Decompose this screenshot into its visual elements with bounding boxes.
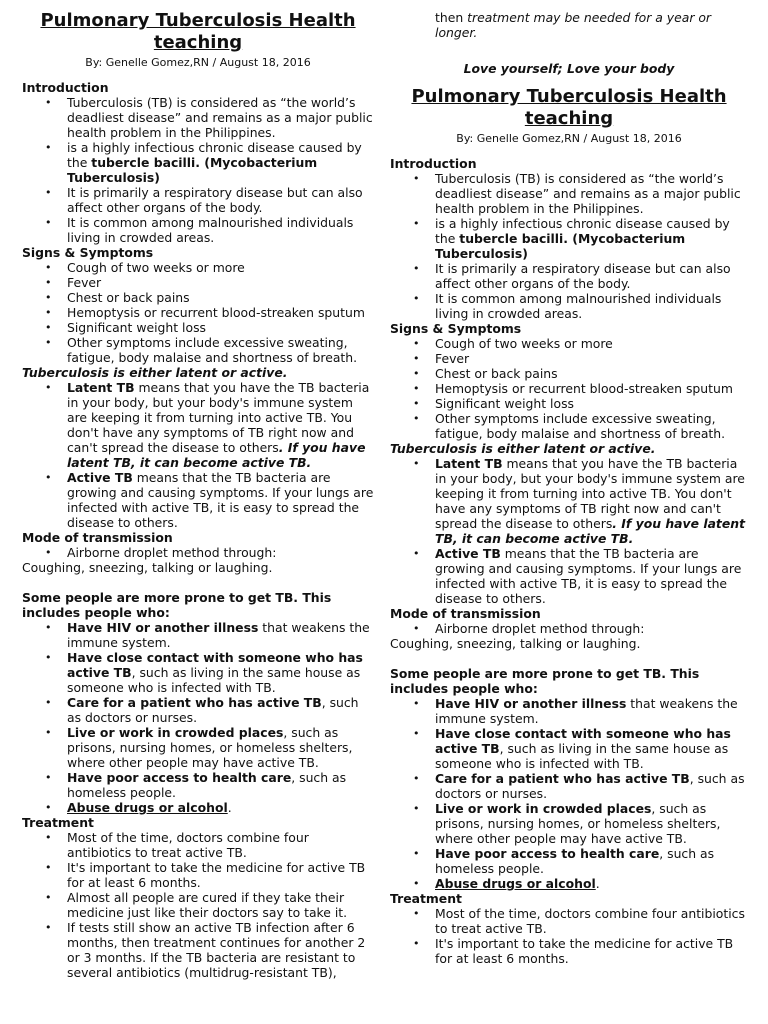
item-text: means that the TB bacteria are growing and causing symptoms. If your lungs are infected with active TB, it is easy to spread the disease to others. [67, 470, 374, 530]
list-item [22, 800, 374, 815]
list-item [390, 696, 748, 726]
item-emphasis: Abuse drugs or alcohol [67, 800, 228, 815]
list-item: • It is common among malnourished individuals living in crowded areas. [22, 215, 374, 245]
right-column [390, 10, 748, 966]
list-item [390, 216, 748, 261]
item-text: , such as homeless people. [435, 846, 715, 876]
list-item: • Airborne droplet method through: [390, 621, 748, 636]
list-item: • Other symptoms include excessive sweating, fatigue, body malaise and shortness of breath. [390, 411, 748, 441]
list-item: • It's important to take the medicine for active TB for at least 6 months. [390, 936, 748, 966]
item-text: that weakens the immune system. [435, 696, 738, 726]
treatment-heading: Treatment [390, 891, 462, 906]
list-item [22, 770, 374, 800]
list-item: • Significant weight loss [22, 320, 374, 335]
list-item [390, 801, 748, 846]
item-emphasis: Live or work in crowded places [435, 801, 652, 816]
tb-types-list [390, 456, 748, 606]
risk-heading: Some people are more prone to get TB. This includes people who: [22, 590, 332, 620]
item-emphasis: Have poor access to health care [67, 770, 292, 785]
left-column [22, 10, 374, 980]
introduction-heading: Introduction [22, 80, 109, 95]
transmission-list [22, 545, 374, 560]
risk-list [390, 696, 748, 891]
list-item [22, 380, 374, 470]
signs-heading: Signs & Symptoms [22, 245, 154, 260]
item-text: , such as doctors or nurses. [435, 771, 745, 801]
introduction-list [390, 171, 748, 321]
motto: Love yourself; Love your body [463, 61, 675, 76]
list-item [390, 546, 748, 606]
item-emphasis: Live or work in crowded places [67, 725, 284, 740]
list-item [390, 771, 748, 801]
item-text: . [227, 800, 232, 815]
item-text: , such as prisons, nursing homes, or homeless shelters, where other people may have active TB. [435, 801, 721, 846]
list-item: • Cough of two weeks or more [22, 260, 374, 275]
document-title: Pulmonary Tuberculosis Health teaching [411, 86, 727, 129]
item-emphasis: Active TB [435, 546, 501, 561]
document-title: Pulmonary Tuberculosis Health teaching [40, 10, 356, 53]
item-emphasis: Care for a patient who has active TB [435, 771, 690, 786]
item-text: , such as living in the same house as someone who is infected with TB. [67, 665, 361, 695]
item-text: that weakens the immune system. [67, 620, 370, 650]
item-text: , such as living in the same house as someone who is infected with TB. [435, 741, 729, 771]
list-item: • It's important to take the medicine for active TB for at least 6 months. [22, 860, 374, 890]
tb-types-heading: Tuberculosis is either latent or active. [22, 365, 288, 380]
item-text: , such as doctors or nurses. [67, 695, 359, 725]
list-item: • Tuberculosis (TB) is considered as “the world’s deadliest disease” and remains as a major public health problem in the Philippines. [390, 171, 748, 216]
item-text: means that you have the TB bacteria in your body, but your body's immune system are keeping it from turning into active TB. You don't have any symptoms of TB right now and can't spread the disease to others [435, 456, 745, 531]
list-item: • Hemoptysis or recurrent blood-streaken sputum [390, 381, 748, 396]
list-item [390, 726, 748, 771]
item-text: is a highly infectious chronic disease caused by the [435, 216, 730, 246]
item-text: , such as homeless people. [67, 770, 347, 800]
item-emphasis: Latent TB [67, 380, 135, 395]
transmission-list [390, 621, 748, 636]
list-item [390, 456, 748, 546]
list-item: • It is primarily a respiratory disease but can also affect other organs of the body. [22, 185, 374, 215]
item-text: . [595, 876, 600, 891]
signs-list [22, 260, 374, 365]
treatment-list [390, 906, 748, 966]
risk-heading: Some people are more prone to get TB. This includes people who: [390, 666, 700, 696]
treatment-list [22, 830, 374, 980]
introduction-list [22, 95, 374, 245]
item-emphasis: tubercle bacilli. (Mycobacterium Tuberculosis) [435, 231, 686, 261]
list-item: • Tuberculosis (TB) is considered as “the world’s deadliest disease” and remains as a major public health problem in the Philippines. [22, 95, 374, 140]
list-item: • Most of the time, doctors combine four antibiotics to treat active TB. [390, 906, 748, 936]
list-item: • Hemoptysis or recurrent blood-streaken sputum [22, 305, 374, 320]
list-item [390, 876, 748, 891]
transmission-detail: Coughing, sneezing, talking or laughing. [22, 560, 273, 575]
treatment-heading: Treatment [22, 815, 94, 830]
item-text: , such as prisons, nursing homes, or homeless shelters, where other people may have active TB. [67, 725, 353, 770]
item-emphasis: . If you have latent TB, it can become active TB. [67, 440, 366, 470]
signs-list [390, 336, 748, 441]
list-item: • Significant weight loss [390, 396, 748, 411]
risk-list [22, 620, 374, 815]
item-emphasis: Have close contact with someone who has active TB [67, 650, 363, 680]
list-item: • Fever [22, 275, 374, 290]
item-text: means that the TB bacteria are growing and causing symptoms. If your lungs are infected with active TB, it is easy to spread the disease to others. [435, 546, 742, 606]
byline: By: Genelle Gomez,RN / August 18, 2016 [456, 132, 682, 145]
list-item: • Most of the time, doctors combine four antibiotics to treat active TB. [22, 830, 374, 860]
item-emphasis: . If you have latent TB, it can become active TB. [435, 516, 745, 546]
item-emphasis: Active TB [67, 470, 133, 485]
signs-heading: Signs & Symptoms [390, 321, 522, 336]
treatment-continuation [435, 10, 748, 40]
list-item: • Airborne droplet method through: [22, 545, 374, 560]
list-item: • Cough of two weeks or more [390, 336, 748, 351]
list-item: • Almost all people are cured if they take their medicine just like their doctors say to take it. [22, 890, 374, 920]
transmission-detail: Coughing, sneezing, talking or laughing. [390, 636, 641, 651]
item-text: then [435, 10, 468, 25]
item-emphasis: Have close contact with someone who has active TB [435, 726, 731, 756]
list-item [22, 725, 374, 770]
list-item: • It is primarily a respiratory disease but can also affect other organs of the body. [390, 261, 748, 291]
list-item [22, 470, 374, 530]
transmission-heading: Mode of transmission [390, 606, 541, 621]
list-item [22, 620, 374, 650]
item-emphasis: Have poor access to health care [435, 846, 660, 861]
item-emphasis: Latent TB [435, 456, 503, 471]
tb-types-list [22, 380, 374, 530]
list-item: • It is common among malnourished individuals living in crowded areas. [390, 291, 748, 321]
item-text: means that you have the TB bacteria in your body, but your body's immune system are keeping it from turning into active TB. You don't have any symptoms of TB right now and can't spread the disease to others [67, 380, 370, 455]
list-item: • Chest or back pains [390, 366, 748, 381]
list-item: • Chest or back pains [22, 290, 374, 305]
item-emphasis: Abuse drugs or alcohol [435, 876, 596, 891]
item-emphasis: Have HIV or another illness [435, 696, 627, 711]
list-item [390, 846, 748, 876]
list-item: • Other symptoms include excessive sweating, fatigue, body malaise and shortness of breath. [22, 335, 374, 365]
list-item: • Fever [390, 351, 748, 366]
list-item: • If tests still show an active TB infection after 6 months, then treatment continues for another 2 or 3 months. If the TB bacteria are resistant to several antibiotics (multidrug-resistant TB), [22, 920, 374, 980]
item-text: is a highly infectious chronic disease caused by the [67, 140, 362, 170]
byline: By: Genelle Gomez,RN / August 18, 2016 [85, 56, 311, 69]
list-item [22, 650, 374, 695]
transmission-heading: Mode of transmission [22, 530, 173, 545]
item-emphasis: Have HIV or another illness [67, 620, 259, 635]
item-emphasis: Care for a patient who has active TB [67, 695, 322, 710]
tb-types-heading: Tuberculosis is either latent or active. [390, 441, 656, 456]
introduction-heading: Introduction [390, 156, 477, 171]
item-emphasis: tubercle bacilli. (Mycobacterium Tuberculosis) [67, 155, 318, 185]
list-item [22, 695, 374, 725]
item-emphasis: treatment may be needed for a year or longer. [435, 10, 712, 40]
list-item [22, 140, 374, 185]
